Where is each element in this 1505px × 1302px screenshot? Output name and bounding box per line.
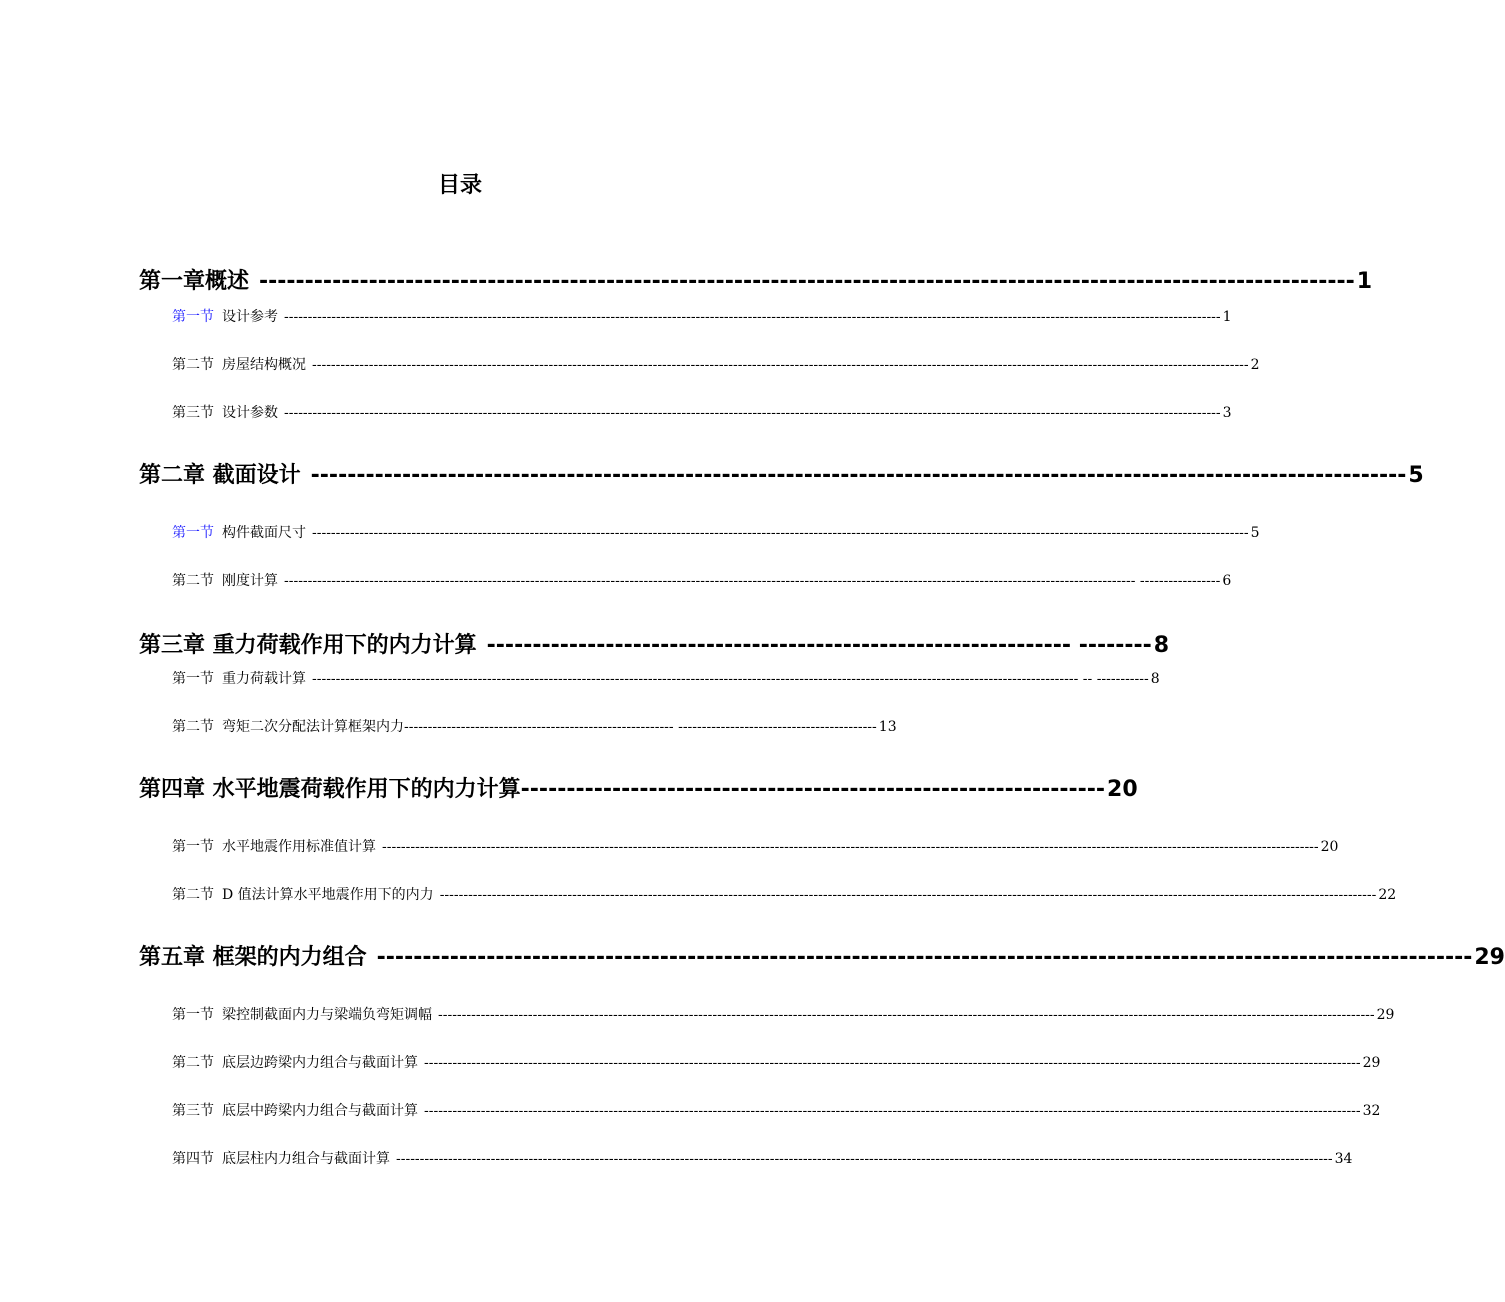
toc-section-number: 第一节 [172,525,214,541]
toc-page-number: 29 [1376,1007,1395,1023]
toc-section-number: 第二节 [172,357,214,373]
toc-page-number: 5 [1250,525,1260,541]
toc-page-number: 13 [878,719,897,735]
toc-page-number: 3 [1222,405,1232,421]
toc-chapter-title: 第三章 重力荷载作用下的内力计算 [139,633,477,658]
toc-section-title: 设计参考 [222,309,278,325]
toc-dot-leader: ------------------------------------------------------------------------------------------------------------------------ [259,269,1355,294]
toc-section-entry[interactable] [172,1004,1395,1024]
toc-section-title: 构件截面尺寸 [222,525,306,541]
toc-page-number: 32 [1362,1103,1381,1119]
toc-dot-leader: ------------------------------------------------------------------------------------------------------------------------------------------------------------------------------------------------------ [284,309,1221,325]
toc-chapter-entry[interactable] [139,772,1138,803]
toc-dot-leader: ------------------------------------------------------------------------------------------------------------------------------------------------------------------------------------------------------ [312,525,1249,541]
toc-dot-leader: ---------------------------------------------------------------- -------- [486,633,1152,658]
toc-section-number: 第一节 [172,1007,214,1023]
toc-section-title: 底层柱内力组合与截面计算 [222,1151,390,1167]
toc-section-number: 第二节 [172,1055,214,1071]
toc-section-entry[interactable] [172,1148,1353,1168]
toc-section-entry[interactable] [172,354,1260,374]
toc-section-entry[interactable] [172,522,1260,542]
toc-page-number: 5 [1408,463,1424,488]
toc-chapter-entry[interactable] [139,628,1170,659]
toc-section-title: 底层中跨梁内力组合与截面计算 [222,1103,418,1119]
toc-page-number: 22 [1378,887,1397,903]
toc-dot-leader: ------------------------------------------------------------------------------------------------------------------------ [376,945,1473,970]
toc-section-title: 梁控制截面内力与梁端负弯矩调幅 [222,1007,432,1023]
toc-dot-leader: ---------------------------------------------------------------- [520,777,1106,802]
toc-dot-leader: ------------------------------------------------------------------------------------------------------------------------------------------------------------------------------------------------------ [424,1103,1361,1119]
toc-chapter-title: 第二章 截面设计 [139,463,301,488]
toc-section-entry[interactable] [172,884,1397,904]
toc-dot-leader: ------------------------------------------------------------------------------------------------------------------------------------------------------------------ -- ----------- [312,671,1149,687]
toc-chapter-entry[interactable] [139,940,1505,971]
toc-dot-leader: ------------------------------------------------------------------------------------------------------------------------ [310,463,1407,488]
toc-section-entry[interactable] [172,1052,1381,1072]
toc-dot-leader: ------------------------------------------------------------------------------------------------------------------------------------------------------------------------------------------------------ [439,887,1377,903]
toc-page-number: 20 [1320,839,1339,855]
toc-section-number: 第二节 [172,887,214,903]
toc-section-title: 刚度计算 [222,573,278,589]
toc-section-entry[interactable] [172,836,1339,856]
toc-section-number: 第一节 [172,839,214,855]
toc-section-title: 房屋结构概况 [222,357,306,373]
toc-section-number: 第四节 [172,1151,214,1167]
toc-section-entry[interactable] [172,402,1232,422]
toc-page-number: 1 [1222,309,1232,325]
toc-section-number: 第二节 [172,573,214,589]
toc-page-number: 29 [1474,945,1505,970]
toc-section-title: 底层边跨梁内力组合与截面计算 [222,1055,418,1071]
toc-section-entry[interactable] [172,1100,1381,1120]
toc-section-number: 第二节 [172,719,214,735]
toc-section-entry[interactable] [172,306,1232,326]
toc-dot-leader: --------------------------------------------------------- ------------------------------------------ [404,719,877,735]
toc-section-title: 弯矩二次分配法计算框架内力 [222,719,404,735]
toc-section-entry[interactable] [172,668,1160,688]
toc-page-number: 6 [1222,573,1232,589]
toc-section-title: D 值法计算水平地震作用下的内力 [222,887,434,903]
toc-page-number: 8 [1150,671,1160,687]
toc-page-number: 29 [1362,1055,1381,1071]
toc-section-entry[interactable] [172,716,897,736]
toc-dot-leader: ------------------------------------------------------------------------------------------------------------------------------------------------------------------------------------ ----------------- [284,573,1221,589]
toc-section-number: 第一节 [172,671,214,687]
toc-dot-leader: ------------------------------------------------------------------------------------------------------------------------------------------------------------------------------------------------------ [396,1151,1333,1167]
toc-page-number: 34 [1334,1151,1353,1167]
toc-dot-leader: ------------------------------------------------------------------------------------------------------------------------------------------------------------------------------------------------------ [312,357,1249,373]
toc-section-title: 重力荷载计算 [222,671,306,687]
toc-dot-leader: ------------------------------------------------------------------------------------------------------------------------------------------------------------------------------------------------------ [284,405,1221,421]
toc-section-number: 第三节 [172,1103,214,1119]
toc-title: 目录 [437,173,482,198]
toc-page-number: 1 [1356,269,1373,294]
toc-chapter-title: 第四章 水平地震荷载作用下的内力计算 [139,777,521,802]
toc-dot-leader: ------------------------------------------------------------------------------------------------------------------------------------------------------------------------------------------------------ [382,839,1319,855]
toc-section-number: 第三节 [172,405,214,421]
toc-chapter-entry[interactable] [139,264,1373,295]
toc-section-title: 设计参数 [222,405,278,421]
toc-chapter-entry[interactable] [139,458,1424,489]
toc-section-entry[interactable] [172,570,1232,590]
toc-section-title: 水平地震作用标准值计算 [222,839,376,855]
toc-page-number: 2 [1250,357,1260,373]
toc-section-number: 第一节 [172,309,214,325]
toc-chapter-title: 第五章 框架的内力组合 [139,945,367,970]
toc-page-number: 8 [1153,633,1170,658]
toc-chapter-title: 第一章概述 [139,269,250,294]
toc-dot-leader: ------------------------------------------------------------------------------------------------------------------------------------------------------------------------------------------------------ [438,1007,1375,1023]
toc-page-number: 20 [1107,777,1138,802]
toc-dot-leader: ------------------------------------------------------------------------------------------------------------------------------------------------------------------------------------------------------ [424,1055,1361,1071]
